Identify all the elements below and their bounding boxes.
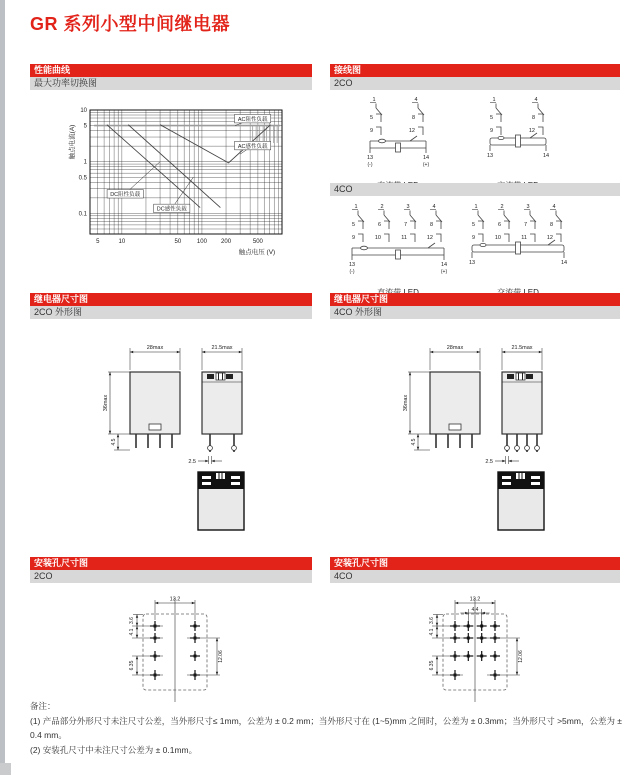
svg-text:36max: 36max	[103, 394, 109, 412]
svg-text:5: 5	[96, 239, 100, 245]
svg-text:4: 4	[552, 204, 556, 210]
wiring-diagram-4co-dc	[338, 201, 458, 298]
svg-text:13.2: 13.2	[169, 596, 181, 603]
svg-text:6.35: 6.35	[129, 660, 135, 671]
svg-text:100: 100	[196, 239, 207, 245]
svg-text:(+): (+)	[440, 269, 448, 275]
svg-text:5: 5	[83, 123, 87, 130]
wiring-diagram-4co-ac	[458, 201, 578, 298]
svg-text:1: 1	[83, 159, 87, 166]
svg-text:8: 8	[429, 222, 433, 228]
outline-drawing-2co	[30, 330, 312, 556]
svg-text:12.06: 12.06	[518, 650, 524, 663]
svg-text:(-): (-)	[367, 162, 373, 168]
svg-text:5: 5	[351, 222, 355, 228]
page-footer-mark	[0, 763, 11, 775]
section-sub-wiring-4co: 4CO	[330, 183, 620, 196]
svg-text:10: 10	[80, 108, 87, 114]
svg-text:3: 3	[406, 204, 410, 210]
svg-text:5: 5	[369, 115, 373, 121]
svg-text:12.06: 12.06	[218, 650, 224, 663]
svg-text:9: 9	[489, 128, 493, 134]
svg-text:14: 14	[440, 262, 448, 268]
wiring-row-2co	[330, 94, 628, 191]
svg-text:6: 6	[497, 222, 501, 228]
section-sub-dims-4co: 4CO 外形图	[330, 306, 620, 319]
svg-text:3.6: 3.6	[129, 617, 135, 624]
svg-text:13: 13	[366, 155, 374, 161]
svg-text:9: 9	[351, 235, 355, 241]
svg-text:8: 8	[531, 115, 535, 121]
svg-text:4: 4	[534, 97, 538, 103]
svg-text:13: 13	[486, 153, 494, 159]
svg-text:DC感性负载: DC感性负载	[156, 206, 187, 213]
section-header-dims-right: 继电器尺寸图	[330, 293, 620, 306]
svg-text:1: 1	[372, 97, 376, 103]
svg-text:2: 2	[500, 204, 504, 210]
svg-text:1: 1	[492, 97, 496, 103]
svg-text:4.5: 4.5	[111, 438, 117, 446]
svg-text:9: 9	[369, 128, 373, 134]
svg-text:4.1: 4.1	[429, 628, 435, 636]
page-edge	[0, 0, 5, 775]
max-power-switching-chart	[30, 96, 312, 268]
svg-text:2.5: 2.5	[188, 459, 196, 465]
svg-text:4: 4	[432, 204, 436, 210]
svg-text:1: 1	[354, 204, 358, 210]
svg-text:28max: 28max	[446, 345, 464, 351]
svg-text:7: 7	[403, 222, 407, 228]
section-header-dims-left: 继电器尺寸图	[30, 293, 312, 306]
svg-text:(-): (-)	[349, 269, 355, 275]
svg-text:0.5: 0.5	[78, 175, 87, 182]
svg-text:4.4: 4.4	[471, 607, 479, 613]
svg-text:21.5max: 21.5max	[511, 345, 533, 351]
section-sub-dims-2co: 2CO 外形图	[30, 306, 312, 319]
wiring-diagram-2co-dc	[338, 94, 458, 191]
svg-text:4.1: 4.1	[129, 628, 135, 636]
svg-text:11: 11	[401, 235, 407, 241]
svg-text:13: 13	[348, 262, 356, 268]
svg-text:3: 3	[526, 204, 530, 210]
svg-text:6.35: 6.35	[429, 660, 435, 671]
wiring-diagram-2co-ac	[458, 94, 578, 191]
wiring-svg-2co-dc	[338, 94, 458, 174]
svg-text:4: 4	[414, 97, 418, 103]
svg-text:(+): (+)	[422, 162, 430, 168]
mounting-hole-drawing-2co	[30, 586, 312, 708]
svg-text:3.6: 3.6	[429, 617, 435, 624]
svg-text:8: 8	[549, 222, 553, 228]
section-sub-mount-4co: 4CO	[330, 570, 620, 583]
svg-text:9: 9	[471, 235, 475, 241]
svg-text:2.5: 2.5	[485, 459, 493, 465]
svg-text:4.5: 4.5	[411, 438, 417, 446]
svg-text:13: 13	[468, 260, 476, 266]
svg-text:12: 12	[546, 235, 553, 241]
svg-text:21.5max: 21.5max	[211, 345, 233, 351]
svg-text:7: 7	[523, 222, 527, 228]
svg-text:触点电流(A): 触点电流(A)	[69, 124, 76, 160]
svg-text:2: 2	[380, 204, 384, 210]
note-item-1: (1) 产品部分外形尺寸未注尺寸公差，当外形尺寸≤ 1mm，公差为 ± 0.2 mm；当外形尺寸在 (1~5)mm 之间时，公差为 ± 0.3mm；当外形尺寸 >5mm，公差为 ± 0.4 mm。	[30, 715, 622, 740]
svg-text:0.1: 0.1	[78, 211, 87, 218]
svg-text:14: 14	[422, 155, 430, 161]
svg-text:200: 200	[221, 239, 232, 245]
section-header-wiring: 接线图	[330, 64, 620, 77]
outline-drawing-4co	[330, 330, 620, 556]
section-header-performance: 性能曲线	[30, 64, 312, 77]
svg-text:13.2: 13.2	[469, 596, 481, 603]
notes	[30, 699, 622, 757]
page-title: GR 系列小型中间继电器	[30, 14, 231, 34]
wiring-svg-4co-ac	[458, 201, 578, 281]
note-item-2: (2) 安装孔尺寸中未注尺寸公差为 ± 0.1mm。	[30, 744, 198, 755]
svg-text:12: 12	[426, 235, 433, 241]
mounting-hole-drawing-4co	[330, 586, 620, 708]
svg-text:10: 10	[374, 235, 381, 241]
section-sub-performance: 最大功率切换图	[30, 77, 312, 90]
svg-text:28max: 28max	[146, 345, 164, 351]
svg-text:14: 14	[560, 260, 568, 266]
section-header-mount-right: 安装孔尺寸图	[330, 557, 620, 570]
svg-text:500: 500	[252, 239, 263, 245]
wiring-row-4co	[330, 201, 628, 298]
svg-text:11: 11	[521, 235, 527, 241]
svg-text:14: 14	[542, 153, 550, 159]
svg-text:DC阻性负载: DC阻性负载	[110, 191, 141, 198]
svg-text:10: 10	[118, 239, 126, 245]
svg-text:12: 12	[408, 128, 415, 134]
svg-text:36max: 36max	[403, 394, 409, 412]
svg-text:50: 50	[174, 239, 182, 245]
svg-text:6: 6	[377, 222, 381, 228]
svg-text:AC阻性负载: AC阻性负载	[237, 116, 268, 123]
svg-text:触点电压 (V): 触点电压 (V)	[238, 249, 276, 256]
section-header-mount-left: 安装孔尺寸图	[30, 557, 312, 570]
notes-heading: 备注：	[30, 701, 56, 711]
section-sub-wiring-2co: 2CO	[330, 77, 620, 90]
wiring-svg-4co-dc	[338, 201, 458, 281]
svg-text:10: 10	[494, 235, 501, 241]
section-sub-mount-2co: 2CO	[30, 570, 312, 583]
svg-text:8: 8	[411, 115, 415, 121]
svg-text:5: 5	[489, 115, 493, 121]
svg-text:AC感性负载: AC感性负载	[237, 143, 268, 150]
svg-text:5: 5	[471, 222, 475, 228]
wiring-svg-2co-ac	[458, 94, 578, 174]
svg-text:12: 12	[528, 128, 535, 134]
svg-text:1: 1	[474, 204, 478, 210]
